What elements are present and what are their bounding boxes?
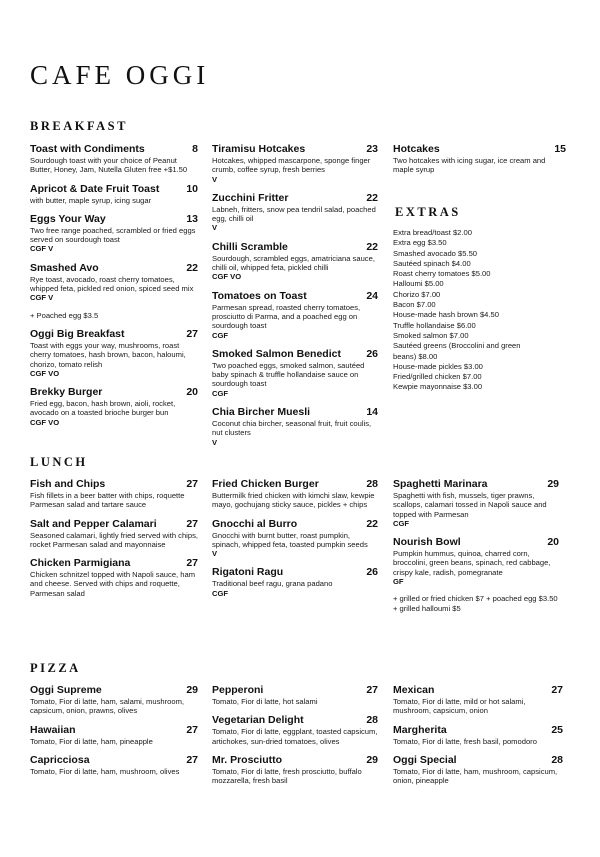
pizza-column-3 [393, 684, 563, 793]
menu-item-price: 8 [192, 143, 198, 155]
menu-item [212, 192, 378, 233]
menu-item-dietary-tags: CGF [393, 518, 410, 528]
menu-item-name: Capricciosa [30, 753, 90, 766]
menu-item-description: Two poached eggs, smoked salmon, sautéed baby spinach & truffle hollandaise sauce on sourdough toast [212, 360, 365, 389]
menu-item-dietary-tags: V [212, 174, 218, 184]
menu-item-price: 29 [186, 684, 198, 696]
menu-item-name: Chicken Parmigiana [30, 557, 131, 570]
menu-item-name: Apricot & Date Fruit Toast [30, 182, 160, 195]
menu-item-name: Tomatoes on Toast [212, 289, 307, 302]
menu-item-price: 26 [366, 347, 378, 360]
pizza-column-2 [212, 684, 378, 793]
menu-item-name: Smoked Salmon Benedict [212, 347, 341, 360]
menu-item-dietary-tags: CGF [212, 388, 229, 398]
menu-item-description: Parmesan spread, roasted cherry tomatoes, prosciutto di Parma, and a poached egg on sourdough toast [212, 302, 361, 331]
menu-item-description: Tomato, Fior di latte, ham, mushroom, olives [30, 766, 180, 776]
menu-item [212, 714, 378, 746]
menu-item-name: Margherita [393, 723, 447, 736]
lunch-column-3 [393, 478, 559, 621]
menu-item-description: Fish fillets in a beer batter with chips, roquette Parmesan salad and tartare sauce [30, 491, 185, 510]
menu-item-dietary-tags: CGF [212, 330, 229, 340]
menu-item-dietary-tags: CGF V [30, 293, 54, 303]
menu-item-price: 15 [554, 143, 566, 155]
menu-item-price: 20 [186, 386, 198, 399]
menu-addon-note [393, 594, 559, 613]
menu-item-price: 22 [186, 261, 198, 274]
menu-item-price: 27 [186, 517, 198, 530]
extras-item: House-made hash brown $4.50 [393, 310, 499, 320]
extras-item: Kewpie mayonnaise $3.00 [393, 382, 483, 392]
menu-item [212, 754, 378, 786]
menu-item-name: Pepperoni [212, 684, 264, 696]
menu-item-price: 22 [366, 240, 378, 253]
menu-item-name: Hotcakes [393, 143, 440, 155]
breakfast-column-2 [212, 143, 378, 455]
menu-item-description: Sourdough, scrambled eggs, amatriciana sauce, chilli oil, whipped feta, pickled chilli [212, 253, 375, 273]
menu-item-name: Vegetarian Delight [212, 714, 304, 727]
breakfast-column-3 [393, 143, 566, 183]
menu-item-description: Gnocchi with burnt butter, roast pumpkin, spinach, whipped feta, toasted pumpkin seeds [212, 530, 368, 549]
menu-item-price: 27 [366, 684, 378, 696]
menu-item [30, 518, 198, 550]
menu-item-name: Chilli Scramble [212, 240, 288, 253]
menu-item-price: 26 [366, 566, 378, 579]
menu-item-name: Zucchini Fritter [212, 191, 289, 204]
menu-item-description: Coconut chia bircher, seasonal fruit, fruit coulis, nut clusters [212, 419, 372, 438]
menu-item-dietary-tags: CGF [212, 588, 229, 598]
menu-item-name: Mexican [393, 684, 435, 696]
menu-item-name: Fried Chicken Burger [212, 478, 319, 490]
menu-item-name: Smashed Avo [30, 261, 99, 274]
menu-item-description: Two hotcakes with icing sugar, ice cream and maple syrup [393, 156, 546, 175]
menu-item-dietary-tags: V [212, 549, 218, 559]
menu-item [212, 290, 378, 340]
menu-item-description: with butter, maple syrup, icing sugar [30, 195, 152, 205]
menu-item-price: 27 [186, 557, 198, 570]
menu-item-name: Fish and Chips [30, 478, 106, 490]
menu-item-description: Tomato, Fior di latte, ham, pineapple [30, 736, 153, 746]
menu-item-name: Oggi Big Breakfast [30, 327, 125, 340]
menu-item-description: Tomato, Fior di latte, hot salami [212, 697, 318, 706]
menu-item-price: 14 [366, 406, 378, 419]
extras-item: House-made pickles $3.00 [393, 361, 483, 371]
menu-item-name: Oggi Special [393, 753, 457, 766]
menu-item-price: 23 [366, 143, 378, 155]
menu-item [212, 684, 378, 706]
menu-item-dietary-tags: V [212, 437, 218, 447]
menu-item-price: 22 [366, 191, 378, 204]
menu-item-price: 29 [547, 478, 559, 490]
menu-item-name: Mr. Prosciutto [212, 753, 283, 766]
menu-item-price: 29 [366, 753, 378, 766]
extras-item: Truffle hollandaise $6.00 [393, 320, 476, 330]
menu-item-description: Hotcakes, whipped mascarpone, sponge finger crumb, coffee syrup, fresh berries [212, 156, 371, 175]
extras-item: Fried/grilled chicken $7.00 [393, 372, 482, 382]
extras-item: Extra bread/toast $2.00 [393, 228, 472, 237]
menu-item [212, 566, 378, 598]
menu-item-description: Toast with eggs your way, mushrooms, roast cherry tomatoes, hash brown, bacon, haloumi, chorizo, tomato relish [30, 340, 186, 369]
menu-item-name: Brekky Burger [30, 386, 103, 399]
menu-item-price: 27 [186, 478, 198, 490]
menu-item-name: Chia Bircher Muesli [212, 406, 311, 419]
menu-item [30, 684, 198, 716]
menu-item-name: Eggs Your Way [30, 212, 106, 225]
menu-item-name: Oggi Supreme [30, 684, 102, 696]
menu-item-dietary-tags: V [212, 223, 218, 233]
extras-item: Smoked salmon $7.00 [393, 330, 469, 340]
menu-item [212, 406, 378, 447]
menu-item [30, 557, 198, 598]
menu-item-name: Tiramisu Hotcakes [212, 143, 306, 155]
section-title-pizza: PIZZA [30, 661, 81, 675]
section-title-extras: EXTRAS [395, 205, 461, 219]
menu-item-name: Rigatoni Ragu [212, 566, 284, 579]
menu-item [212, 348, 378, 398]
menu-item-description: Pumpkin hummus, quinoa, charred corn, broccolini, green beans, spinach, red cabbage, crispy kale, radish, pomegranate [393, 549, 551, 577]
lunch-column-2 [212, 478, 378, 606]
menu-addon-note [30, 311, 198, 320]
menu-item [30, 754, 198, 776]
menu-item-description: Two free range poached, scrambled or fried eggs served on sourdough toast [30, 225, 196, 245]
menu-item [212, 143, 378, 184]
menu-item-description: Chicken schnitzel topped with Napoli sauce, ham and cheese. Served with chips and roquette, Parmesan salad [30, 570, 196, 598]
extras-item: Bacon $7.00 [393, 300, 436, 310]
menu-item [30, 724, 198, 746]
menu-item [30, 213, 198, 254]
menu-item [212, 478, 378, 510]
menu-item-dietary-tags: CGF VO [30, 368, 60, 378]
menu-item-name: Hawaiian [30, 723, 76, 736]
menu-item-dietary-tags: CGF VO [212, 272, 242, 282]
extras-item: Chorizo $7.00 [393, 289, 441, 299]
menu-item-description: + grilled or fried chicken $7 + poached egg $3.50 + grilled halloumi $5 [393, 594, 558, 613]
extras-item: Sautéed spinach $4.00 [393, 258, 471, 268]
menu-item-price: 27 [551, 684, 563, 696]
menu-item-description: Tomato, Fior di latte, ham, mushroom, capsicum, onion, pineapple [393, 766, 558, 786]
menu-item-description: Sourdough toast with your choice of Peanut Butter, Honey, Jam, Nutella Gluten free +$1.50 [30, 156, 188, 175]
menu-item-dietary-tags: CGF V [30, 244, 54, 254]
menu-item-dietary-tags: CGF VO [30, 417, 60, 427]
menu-item-description: Tomato, Fior di latte, ham, salami, mushroom, capsicum, onion, prawns, olives [30, 697, 185, 716]
menu-item-name: Gnocchi al Burro [212, 517, 298, 530]
menu-item-description: Traditional beef ragu, grana padano [212, 579, 333, 589]
menu-item-description: Spaghetti with fish, mussels, tiger prawns, scallops, calamari tossed in Napoli sauce and topped with Parmesan [393, 491, 547, 519]
extras-list [393, 228, 543, 393]
section-title-lunch: LUNCH [30, 455, 88, 469]
menu-item [30, 183, 198, 205]
extras-item: Extra egg $3.50 [393, 238, 447, 248]
menu-item [212, 518, 378, 559]
menu-item-price: 28 [551, 753, 563, 766]
menu-item [30, 262, 198, 303]
menu-item-price: 10 [186, 182, 198, 195]
pizza-column-1 [30, 684, 198, 784]
lunch-column-1 [30, 478, 198, 606]
menu-item-description: Tomato, Fior di latte, fresh prosciutto, buffalo mozzarella, fresh basil [212, 766, 362, 786]
menu-item-price: 24 [366, 289, 378, 302]
menu-item-price: 25 [551, 723, 563, 736]
menu-item [393, 684, 563, 716]
menu-item-price: 28 [366, 478, 378, 490]
menu-item-price: 27 [186, 327, 198, 340]
menu-item [393, 724, 563, 746]
menu-item-description: Seasoned calamari, lightly fried served with chips, rocket Parmesan salad and mayonnaise [30, 530, 198, 549]
menu-item [30, 143, 198, 175]
menu-item-name: Spaghetti Marinara [393, 478, 488, 490]
menu-item-description: Fried egg, bacon, hash brown, aioli, rocket, avocado on a toasted brioche burger bun [30, 399, 176, 418]
menu-item [30, 478, 198, 510]
breakfast-column-1 [30, 143, 198, 435]
extras-item: Sautéed greens (Broccolini and green beans) $8.00 [393, 341, 521, 361]
menu-item-price: 20 [547, 536, 559, 549]
menu-item-name: Salt and Pepper Calamari [30, 517, 157, 530]
extras-item: Halloumi $5.00 [393, 279, 444, 289]
menu-item [30, 328, 198, 378]
menu-item-description: Tomato, Fior di latte, fresh basil, pomodoro [393, 736, 537, 746]
menu-item-description: Tomato, Fior di latte, eggplant, toasted capsicum, artichokes, sun-dried tomatoes, olives [212, 727, 378, 746]
menu-item [393, 143, 566, 175]
menu-item-name: Nourish Bowl [393, 536, 461, 549]
menu-item-price: 13 [186, 212, 198, 225]
menu-item-name: Toast with Condiments [30, 143, 145, 155]
menu-item-description: Buttermilk fried chicken with kimchi slaw, kewpie mayo, gochujang sticky sauce, pickles + chips [212, 491, 375, 510]
menu-item [30, 386, 198, 427]
menu-item-description: + Poached egg $3.5 [30, 310, 99, 320]
menu-item-price: 28 [366, 714, 378, 727]
menu-item-description: Labneh, fritters, snow pea tendril salad, poached egg, chilli oil [212, 204, 376, 224]
extras-item: Roast cherry tomatoes $5.00 [393, 269, 491, 279]
menu-item [212, 241, 378, 282]
extras-item: Smashed avocado $5.50 [393, 248, 478, 258]
menu-item-price: 22 [366, 517, 378, 530]
menu-item-dietary-tags: GF [393, 577, 404, 587]
menu-item [393, 478, 559, 528]
menu-item-description: Rye toast, avocado, roast cherry tomatoes, whipped feta, pickled red onion, spiced seed mix [30, 274, 194, 294]
menu-item-price: 27 [186, 723, 198, 736]
menu-item [393, 536, 559, 586]
menu-item [393, 754, 563, 786]
page-title: CAFE OGGI [30, 60, 210, 90]
menu-item-price: 27 [186, 753, 198, 766]
menu-item-description: Tomato, Fior di latte, mild or hot salami, mushroom, capsicum, onion [393, 697, 526, 716]
section-title-breakfast: BREAKFAST [30, 119, 128, 133]
